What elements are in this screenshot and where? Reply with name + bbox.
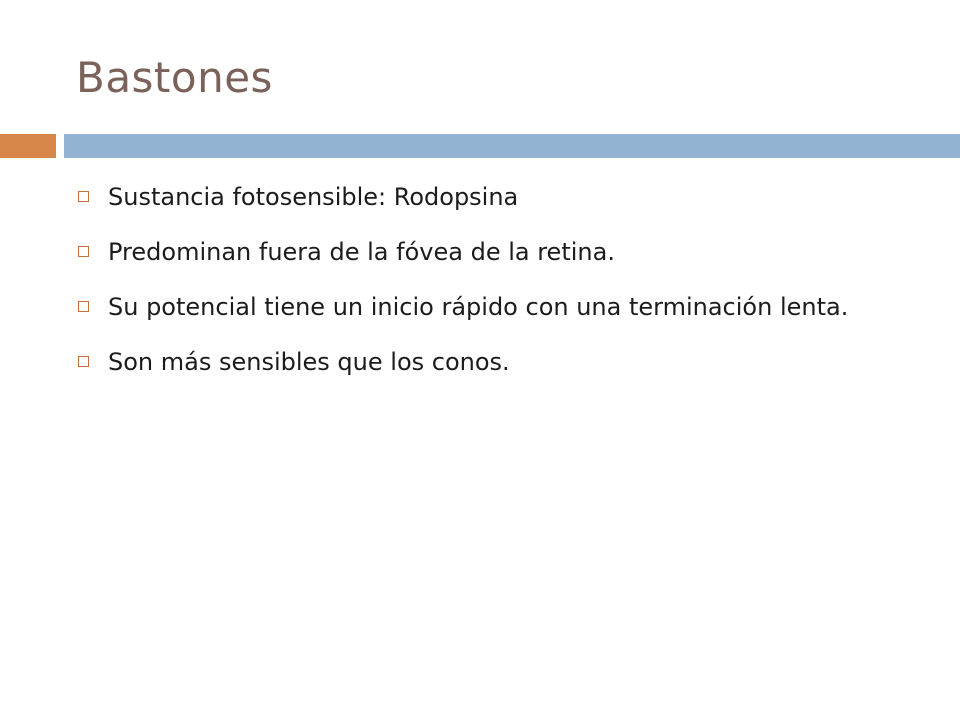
- bullet-text: Su potencial tiene un inicio rápido con una terminación lenta.: [108, 293, 849, 321]
- slide-title: Bastones: [76, 53, 273, 102]
- hollow-square-icon: [78, 301, 89, 312]
- bullet-text: Son más sensibles que los conos.: [108, 348, 510, 376]
- hollow-square-icon: [78, 356, 89, 367]
- bullet-text: Predominan fuera de la fóvea de la retina.: [108, 238, 615, 266]
- title-divider-bar: [64, 134, 960, 158]
- bullet-item: [76, 178, 896, 216]
- bullet-item: [76, 233, 896, 271]
- bullet-text: Sustancia fotosensible: Rodopsina: [108, 183, 519, 211]
- bullet-item: [76, 288, 896, 326]
- bullet-list: [76, 178, 896, 398]
- title-accent-bar: [0, 134, 56, 158]
- hollow-square-icon: [78, 191, 89, 202]
- bullet-item: [76, 343, 896, 381]
- hollow-square-icon: [78, 246, 89, 257]
